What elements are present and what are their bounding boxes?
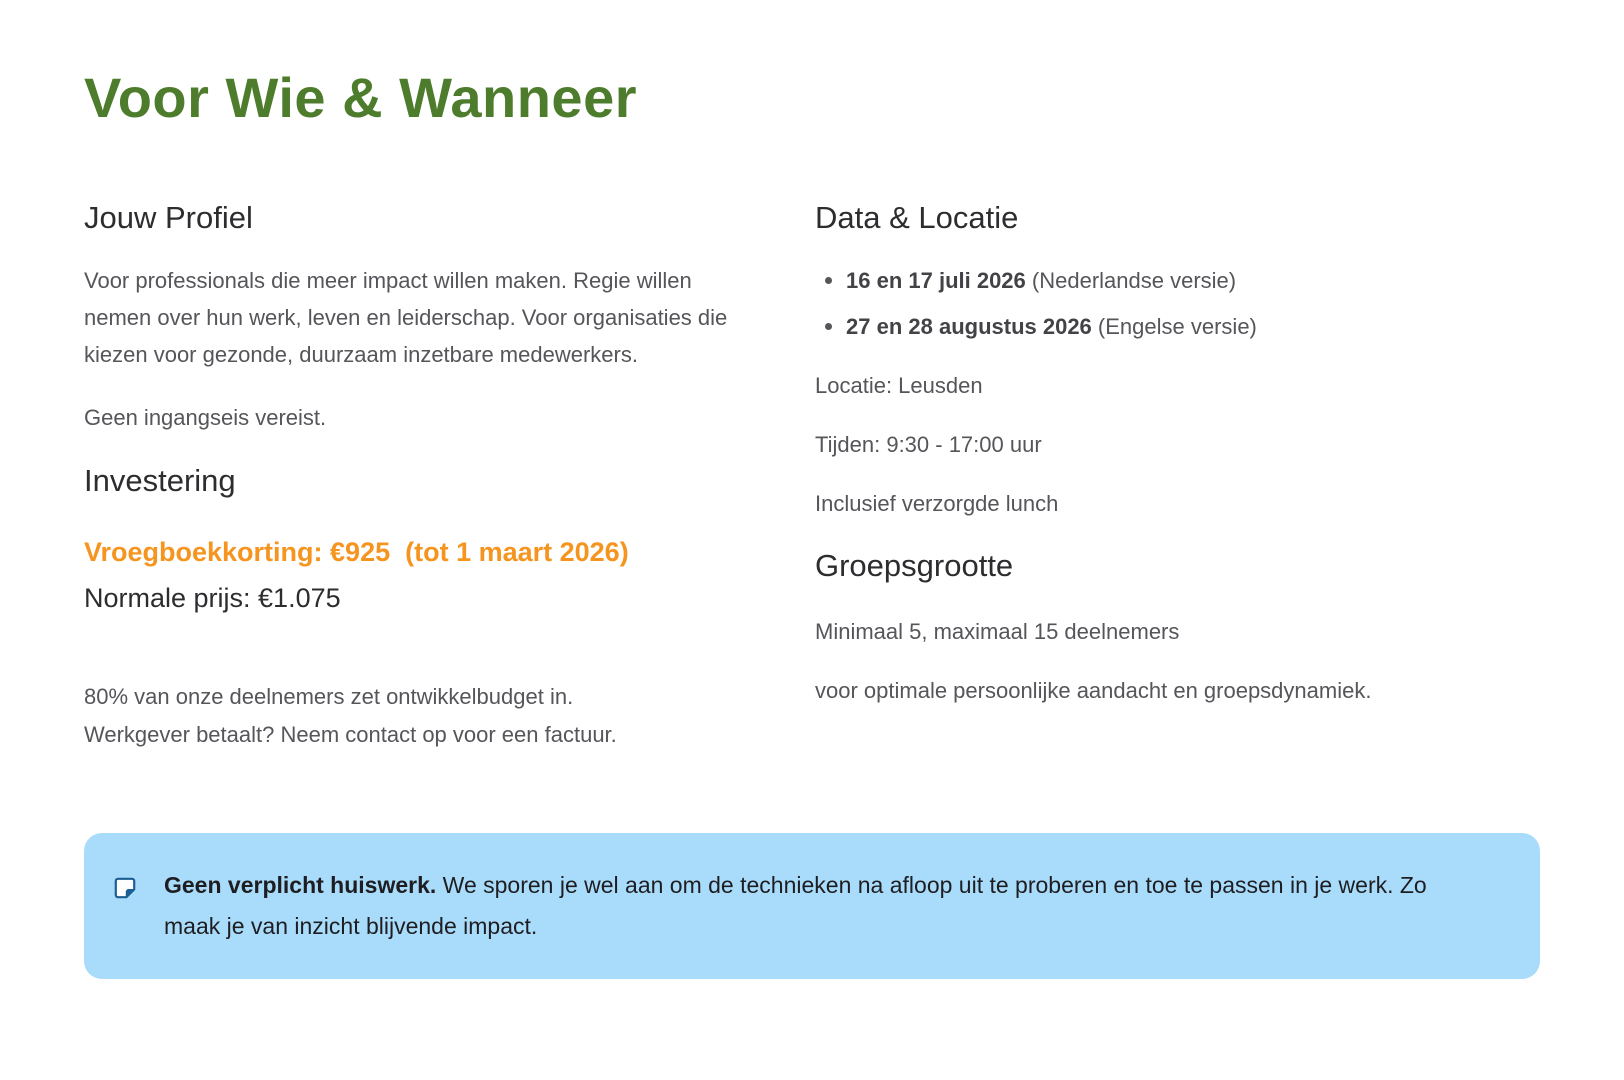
profile-paragraph: Voor professionals die meer impact willen maken. Regie willen nemen over hun werk, leven en leiderschap. Voor organisaties die kiezen voor gezonde, duurzaam inzetbare medewerkers. xyxy=(84,267,728,367)
lunch-line: Inclusief verzorgde lunch xyxy=(815,490,1059,516)
date-value: 27 en 28 augustus 2026 xyxy=(846,313,1092,339)
normal-price: Normale prijs: €1.075 xyxy=(84,582,341,613)
banner-bold-lead: Geen verplicht huiswerk. xyxy=(164,871,437,898)
bullet-icon xyxy=(825,323,832,330)
date-item-text xyxy=(846,308,1257,345)
list-item xyxy=(815,262,1475,299)
content-columns xyxy=(84,199,1540,754)
page-title: Voor Wie & Wanneer xyxy=(84,66,638,129)
list-item xyxy=(815,308,1475,345)
group-size-reason: voor optimale persoonlijke aandacht en groepsdynamiek. xyxy=(815,677,1372,703)
early-bird-discount: Vroegboekkorting: €925 (tot 1 maart 2026) xyxy=(84,536,629,567)
bullet-icon xyxy=(825,277,832,284)
budget-note xyxy=(84,678,734,754)
date-language-note: (Engelse versie) xyxy=(1097,313,1257,339)
info-banner xyxy=(84,833,1540,979)
location-line: Locatie: Leusden xyxy=(815,372,983,398)
profile-heading: Jouw Profiel xyxy=(84,200,253,236)
dates-location-heading: Data & Locatie xyxy=(815,200,1019,236)
group-size-line: Minimaal 5, maximaal 15 deelnemers xyxy=(815,618,1180,644)
no-entry-requirement-note: Geen ingangseis vereist. xyxy=(84,404,327,430)
left-column xyxy=(84,199,734,754)
sticky-note-icon xyxy=(112,875,138,901)
right-column xyxy=(815,199,1475,754)
banner-body: We sporen je wel aan om de technieken na afloop uit te proberen en toe te passen in je werk. Zo maak je van inzicht blijvende impact. xyxy=(164,871,1427,939)
date-value: 16 en 17 juli 2026 xyxy=(846,267,1026,293)
banner-text xyxy=(164,865,1436,947)
investment-heading: Investering xyxy=(84,462,236,498)
times-line: Tijden: 9:30 - 17:00 uur xyxy=(815,431,1042,457)
budget-note-line1: 80% van onze deelnemers zet ontwikkelbudget in. xyxy=(84,683,574,709)
date-item-text xyxy=(846,262,1236,299)
date-language-note: (Nederlandse versie) xyxy=(1031,267,1237,293)
budget-note-line2: Werkgever betaalt? Neem contact op voor een factuur. xyxy=(84,721,617,747)
date-list xyxy=(815,262,1475,345)
group-size-heading: Groepsgrootte xyxy=(815,547,1014,583)
